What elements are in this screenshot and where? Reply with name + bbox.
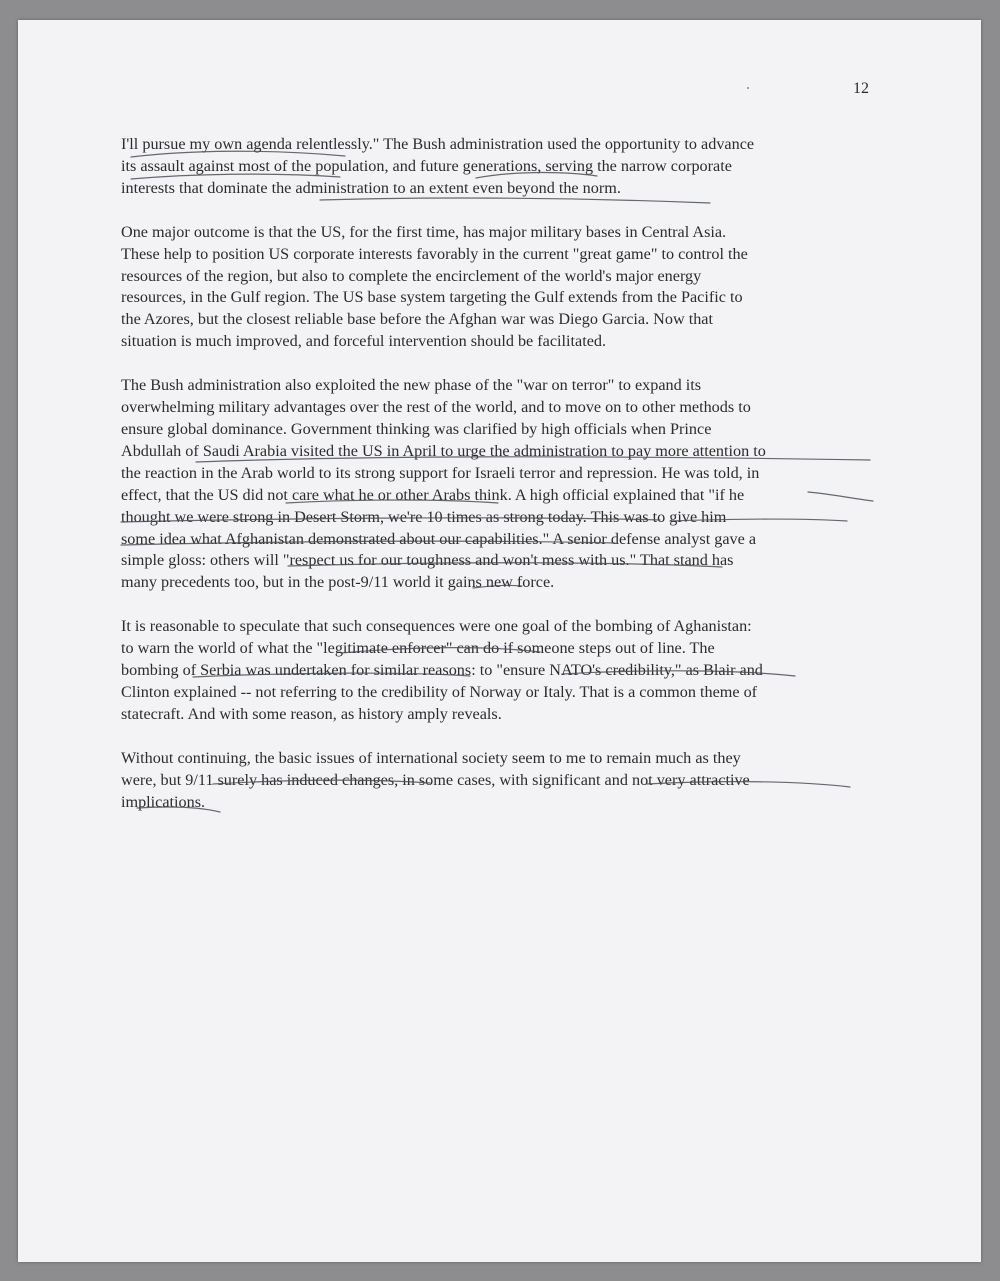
- text-line: were, but 9/11 surely has induced changes, in some cases, with significant and not very attractive: [121, 770, 750, 789]
- text-line: The Bush administration also exploited the new phase of the "war on terror" to expand its: [121, 376, 702, 395]
- text-line: Clinton explained -- not referring to the credibility of Norway or Italy. That is a common theme of: [121, 682, 758, 701]
- text-line: effect, that the US did not care what he or other Arabs think. A high official explained that "if he: [121, 485, 745, 504]
- text-line: to warn the world of what the "legitimate enforcer" can do if someone steps out of line. The: [121, 639, 715, 658]
- document-body: [121, 134, 881, 835]
- text-line: implications.: [121, 792, 206, 811]
- text-line: Without continuing, the basic issues of international society seem to me to remain much as they: [121, 748, 741, 767]
- text-line: simple gloss: others will "respect us for our toughness and won't mess with us." That stand has: [121, 551, 734, 570]
- text-line: One major outcome is that the US, for the first time, has major military bases in Central Asia.: [121, 222, 727, 241]
- paper-speck: [747, 87, 749, 89]
- paragraph-4: [121, 616, 881, 726]
- text-line: the reaction in the Arab world to its strong support for Israeli terror and repression. He was told, in: [121, 463, 760, 482]
- text-line: statecraft. And with some reason, as history amply reveals.: [121, 704, 502, 723]
- text-line: situation is much improved, and forceful intervention should be facilitated.: [121, 332, 607, 351]
- text-line: its assault against most of the population, and future generations, serving the narrow corporate: [121, 156, 732, 175]
- paragraph-1: [121, 134, 881, 200]
- text-line: bombing of Serbia was undertaken for similar reasons: to "ensure NATO's credibility," as Blair and: [121, 661, 763, 680]
- paragraph-2: [121, 222, 881, 353]
- text-line: Abdullah of Saudi Arabia visited the US in April to urge the administration to pay more attention to: [121, 441, 766, 460]
- text-line: many precedents too, but in the post-9/11 world it gains new force.: [121, 573, 555, 592]
- text-line: ensure global dominance. Government thinking was clarified by high officials when Prince: [121, 419, 712, 438]
- text-line: These help to position US corporate interests favorably in the current "great game" to control the: [121, 244, 748, 263]
- page-number: 12: [853, 80, 869, 97]
- paragraph-3: [121, 375, 881, 594]
- text-line: thought we were strong in Desert Storm, we're 10 times as strong today. This was to give him: [121, 507, 727, 526]
- text-line: resources, in the Gulf region. The US base system targeting the Gulf extends from the Pacific to: [121, 288, 743, 307]
- text-line: interests that dominate the administration to an extent even beyond the norm.: [121, 178, 621, 197]
- text-line: resources of the region, but also to complete the encirclement of the world's major energy: [121, 266, 702, 285]
- text-line: some idea what Afghanistan demonstrated about our capabilities." A senior defense analyst gave a: [121, 529, 757, 548]
- paragraph-5: [121, 748, 881, 814]
- text-line: the Azores, but the closest reliable base before the Afghan war was Diego Garcia. Now that: [121, 310, 713, 329]
- text-line: It is reasonable to speculate that such consequences were one goal of the bombing of Aghanistan:: [121, 617, 752, 636]
- text-line: overwhelming military advantages over the rest of the world, and to move on to other methods to: [121, 398, 751, 417]
- text-line: I'll pursue my own agenda relentlessly." The Bush administration used the opportunity to advance: [121, 135, 755, 153]
